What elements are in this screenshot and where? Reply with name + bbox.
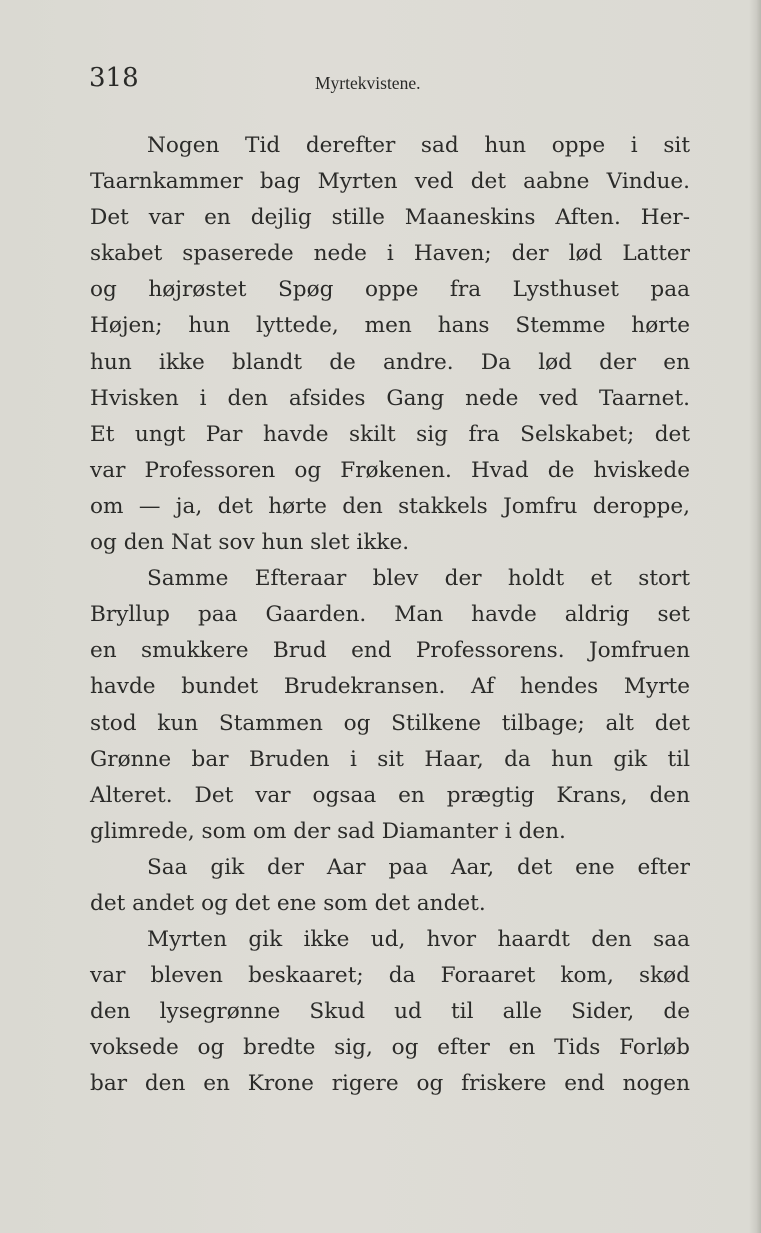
text-line: Det var en dejlig stille Maaneskins Aften. Her- bbox=[90, 205, 690, 231]
text-line: og højrøstet Spøg oppe fra Lysthuset paa bbox=[90, 277, 690, 303]
text-line: hun ikke blandt de andre. Da lød der en bbox=[90, 349, 690, 375]
page-edge-shadow bbox=[749, 0, 761, 1233]
text-line: var Professoren og Frøkenen. Hvad de hviskede bbox=[90, 457, 690, 483]
text-line: Myrten gik ikke ud, hvor haardt den saa bbox=[147, 927, 690, 953]
text-line: Saa gik der Aar paa Aar, det ene efter bbox=[147, 854, 690, 880]
text-line: var bleven beskaaret; da Foraaret kom, skød bbox=[90, 963, 690, 989]
text-line: Et ungt Par havde skilt sig fra Selskabet; det bbox=[90, 421, 690, 447]
text-line: det andet og det ene som det andet. bbox=[90, 890, 486, 916]
text-line: og den Nat sov hun slet ikke. bbox=[90, 530, 410, 556]
page-header bbox=[89, 63, 689, 103]
text-line: Bryllup paa Gaarden. Man havde aldrig set bbox=[90, 602, 690, 628]
text-line: stod kun Stammen og Stilkene tilbage; alt det bbox=[90, 710, 690, 736]
text-line: Alteret. Det var ogsaa en prægtig Krans, den bbox=[90, 782, 690, 808]
text-line: voksede og bredte sig, og efter en Tids Forløb bbox=[90, 1035, 690, 1061]
text-line: om — ja, det hørte den stakkels Jomfru deroppe, bbox=[90, 493, 690, 519]
page-number: 318 bbox=[89, 63, 139, 93]
text-line: Samme Efteraar blev der holdt et stort bbox=[147, 566, 690, 592]
body-text bbox=[90, 128, 690, 1103]
text-line: en smukkere Brud end Professorens. Jomfruen bbox=[90, 638, 690, 664]
text-line: Hvisken i den afsides Gang nede ved Taarnet. bbox=[90, 385, 690, 411]
text-line: bar den en Krone rigere og friskere end nogen bbox=[90, 1071, 690, 1097]
text-line: den lysegrønne Skud ud til alle Sider, de bbox=[90, 999, 690, 1025]
text-line: glimrede, som om der sad Diamanter i den. bbox=[90, 818, 566, 844]
running-title: Myrtekvistene. bbox=[315, 73, 421, 93]
text-line: Taarnkammer bag Myrten ved det aabne Vindue. bbox=[90, 169, 690, 195]
text-line: Højen; hun lyttede, men hans Stemme hørte bbox=[90, 313, 690, 339]
text-line: Nogen Tid derefter sad hun oppe i sit bbox=[147, 133, 690, 158]
text-line: havde bundet Brudekransen. Af hendes Myrte bbox=[90, 674, 690, 700]
text-line: Grønne bar Bruden i sit Haar, da hun gik til bbox=[90, 746, 690, 772]
text-line: skabet spaserede nede i Haven; der lød Latter bbox=[90, 241, 690, 267]
